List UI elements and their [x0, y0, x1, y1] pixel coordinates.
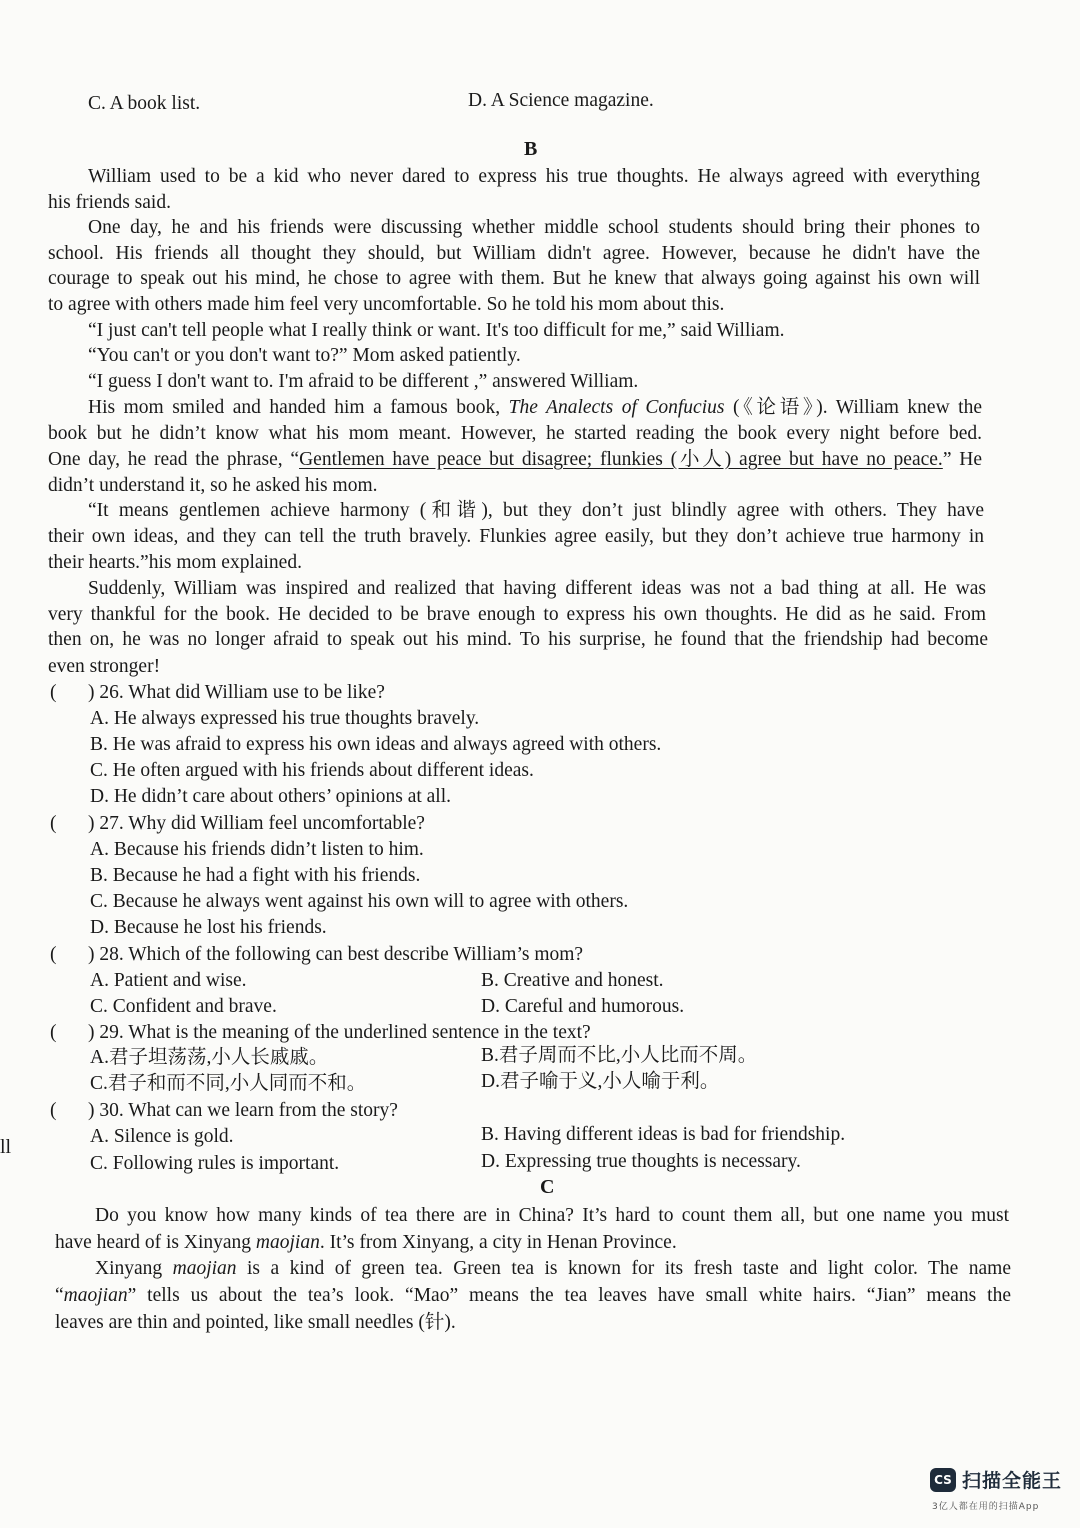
section-c-heading: C — [540, 1176, 555, 1198]
q28-option-d: D. Careful and humorous. — [481, 996, 685, 1017]
scanner-logo — [930, 1466, 1062, 1493]
q28-option-c: C. Confident and brave. — [90, 996, 277, 1017]
passage-line: their hearts.”his mom explained. — [48, 552, 302, 573]
answer-blank[interactable]: ( — [50, 813, 57, 834]
q27-option-b: B. Because he had a fight with his friends. — [90, 865, 421, 886]
q29-option-d: D.君子喻于义,小人喻于利。 — [481, 1071, 720, 1092]
passage-line: even stronger! — [48, 656, 161, 677]
passage-c-line: Xinyang maojian is a kind of green tea. Green tea is known for its fresh taste and light color. The name — [95, 1258, 1012, 1279]
option-d-top: D. A Science magazine. — [468, 90, 654, 111]
question-26: ( ) 26. What did William use to be like? — [50, 680, 385, 706]
passage-line: One day, he and his friends were discussing whether middle school students should bring their phones to — [88, 217, 980, 238]
passage-c-line: have heard of is Xinyang maojian. It’s from Xinyang, a city in Henan Province. — [55, 1232, 677, 1253]
q30-option-d: D. Expressing true thoughts is necessary. — [481, 1151, 801, 1172]
question-30: ( ) 30. What can we learn from the story? — [50, 1098, 398, 1124]
passage-line: “It means gentlemen achieve harmony (和谐), but they don’t just blindly agree with others. They have — [88, 500, 984, 521]
q30-option-b: B. Having different ideas is bad for friendship. — [481, 1124, 846, 1145]
passage-line: school. His friends all thought they should, but William didn't agree. However, because he didn't have the — [48, 243, 980, 264]
passage-line: Suddenly, William was inspired and realized that having different ideas was not a bad thing at all. He was — [88, 578, 986, 599]
passage-line: “I just can't tell people what I really think or want. It's too difficult for me,” said William. — [88, 320, 785, 341]
q29-option-c: C.君子和而不同,小人同而不和。 — [90, 1073, 367, 1094]
q28-option-a: A. Patient and wise. — [90, 970, 247, 991]
underlined-sentence: Gentlemen have peace but disagree; flunkies (小人) agree but have no peace. — [299, 449, 943, 470]
passage-line: very thankful for the book. He decided to be brave enough to express his own thoughts. He did as he said. From — [48, 604, 986, 625]
answer-blank[interactable]: ( — [50, 1100, 57, 1121]
q30-option-c: C. Following rules is important. — [90, 1153, 340, 1174]
q27-option-a: A. Because his friends didn’t listen to him. — [90, 839, 424, 860]
passage-line: book but he didn’t know what his mom meant. However, he started reading the book every night before bed. — [48, 423, 982, 444]
passage-line: their own ideas, and they can tell the truth bravely. Flunkies agree easily, but they don’t achieve true harmony in — [48, 526, 984, 547]
q27-option-d: D. Because he lost his friends. — [90, 917, 327, 938]
question-29: ( ) 29. What is the meaning of the underlined sentence in the text? — [50, 1020, 591, 1046]
passage-line-analects: His mom smiled and handed him a famous book, The Analects of Confucius (《论语》). William knew the — [88, 397, 982, 418]
option-c-top: C. A book list. — [88, 93, 201, 114]
q29-option-b: B.君子周而不比,小人比而不周。 — [481, 1045, 758, 1066]
q26-option-a: A. He always expressed his true thoughts bravely. — [90, 708, 480, 729]
passage-c-line: “maojian” tells us about the tea’s look. “Mao” means the tea leaves have small white hairs. “Jian” means the — [55, 1285, 1011, 1306]
q26-option-d: D. He didn’t care about others’ opinions at all. — [90, 786, 452, 807]
scanner-app-name: 扫描全能王 — [962, 1470, 1063, 1492]
passage-line: didn’t understand it, so he asked his mom. — [48, 475, 378, 496]
section-b-heading: B — [524, 138, 538, 160]
scanner-tagline: 3亿人都在用的扫描App — [932, 1502, 1040, 1512]
passage-line: then on, he was no longer afraid to speak out his mind. To his surprise, he found that the friendship had become — [48, 629, 988, 650]
margin-mark: ll — [0, 1136, 12, 1158]
passage-c-line: Do you know how many kinds of tea there are in China? It’s hard to count them all, but one name you must — [95, 1205, 1009, 1226]
answer-blank[interactable]: ( — [50, 682, 57, 703]
q27-option-c: C. Because he always went against his own will to agree with others. — [90, 891, 629, 912]
answer-blank[interactable]: ( — [50, 944, 57, 965]
book-title: The Analects of Confucius — [508, 397, 725, 418]
passage-line: his friends said. — [48, 192, 171, 213]
q30-option-a: A. Silence is gold. — [90, 1126, 234, 1147]
q28-option-b: B. Creative and honest. — [481, 970, 664, 991]
passage-line: to agree with others made him feel very uncomfortable. So he told his mom about this. — [48, 294, 725, 315]
question-27: ( ) 27. Why did William feel uncomfortable? — [50, 811, 425, 837]
passage-line: “You can't or you don't want to?” Mom asked patiently. — [88, 345, 521, 366]
q29-option-a: A.君子坦荡荡,小人长戚戚。 — [90, 1047, 329, 1068]
answer-blank[interactable]: ( — [50, 1022, 57, 1043]
passage-line: “I guess I don't want to. I'm afraid to be different ,” answered William. — [88, 371, 639, 392]
passage-c-line: leaves are thin and pointed, like small needles (针). — [55, 1312, 456, 1333]
q26-option-c: C. He often argued with his friends about different ideas. — [90, 760, 534, 781]
cs-logo-icon: CS — [930, 1468, 956, 1492]
q26-option-b: B. He was afraid to express his own ideas and always agreed with others. — [90, 734, 662, 755]
passage-line: William used to be a kid who never dared to express his true thoughts. He always agreed with everything — [88, 166, 980, 187]
question-28: ( ) 28. Which of the following can best describe William’s mom? — [50, 942, 583, 968]
passage-line: courage to speak out his mind, he chose to agree with them. But he knew that always going against his own will — [48, 268, 980, 289]
passage-line-phrase: One day, he read the phrase, “Gentlemen have peace but disagree; flunkies (小人) agree but have no peace.” He — [48, 449, 982, 470]
